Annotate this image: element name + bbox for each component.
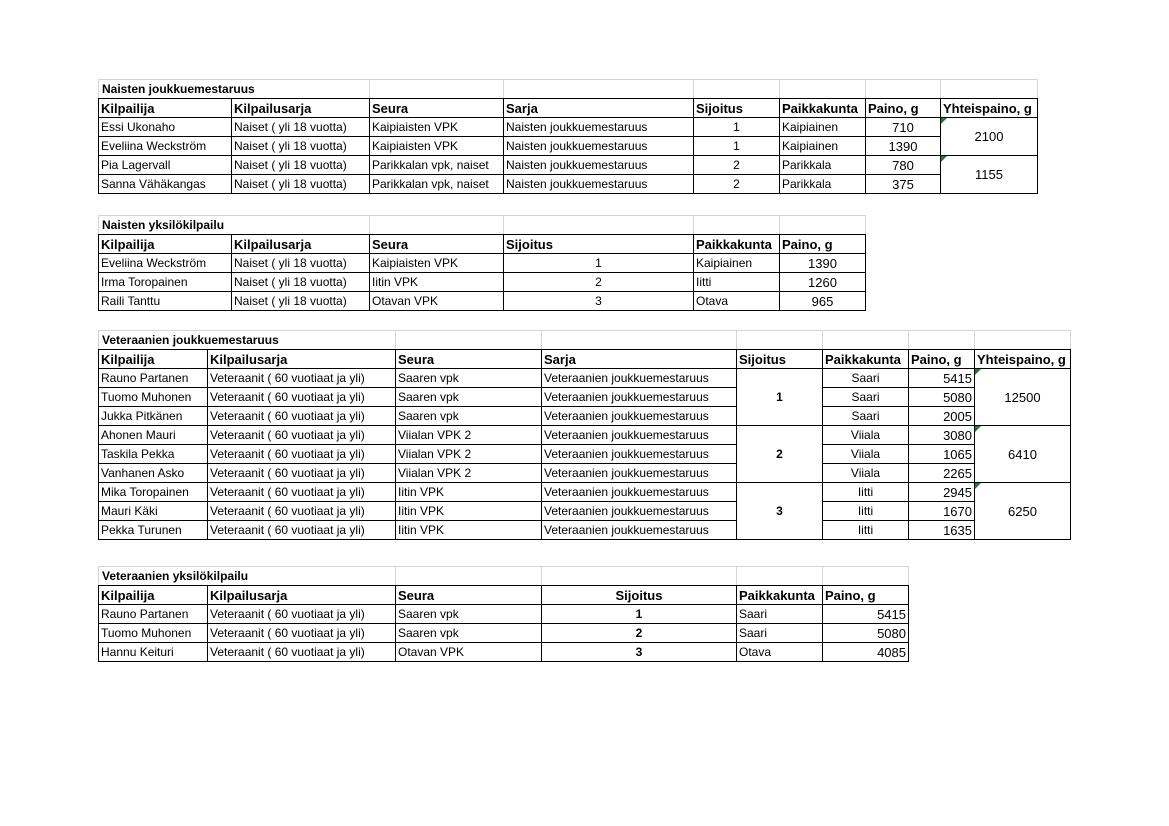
cell-seura: Kaipiaisten VPK [370, 137, 504, 156]
header-paino: Paino, g [823, 586, 909, 605]
cell-paikkakunta: Parikkala [780, 175, 866, 194]
cell-paino: 5415 [909, 369, 975, 388]
cell-kilpailija: Taskila Pekka [99, 445, 208, 464]
cell-kilpailusarja: Veteraanit ( 60 vuotiaat ja yli) [208, 369, 396, 388]
cell-paino: 3080 [909, 426, 975, 445]
header-paino: Paino, g [909, 350, 975, 369]
cell-kilpailija: Tuomo Muhonen [99, 624, 208, 643]
table-row [99, 156, 1038, 175]
cell-kilpailija: Hannu Keituri [99, 643, 208, 662]
cell-seura: Iitin VPK [396, 483, 542, 502]
cell-kilpailija: Tuomo Muhonen [99, 388, 208, 407]
cell-kilpailija: Mika Toropainen [99, 483, 208, 502]
header-sarja: Sarja [542, 350, 737, 369]
cell-sijoitus: 1 [542, 605, 737, 624]
cell-yhteispaino: 6410 [975, 426, 1071, 483]
cell-sijoitus: 2 [694, 175, 780, 194]
header-seura: Seura [370, 99, 504, 118]
cell-sijoitus: 2 [694, 156, 780, 175]
table-title-row [99, 331, 1071, 350]
cell-kilpailusarja: Veteraanit ( 60 vuotiaat ja yli) [208, 464, 396, 483]
cell-sarja: Veteraanien joukkuemestaruus [542, 464, 737, 483]
cell-sarja: Veteraanien joukkuemestaruus [542, 521, 737, 540]
cell-sijoitus: 3 [737, 483, 823, 540]
cell-sijoitus: 1 [504, 254, 694, 273]
cell-sijoitus: 1 [694, 137, 780, 156]
cell-paikkakunta: Iitti [694, 273, 780, 292]
cell-paikkakunta: Viiala [823, 445, 909, 464]
table-row [99, 445, 1071, 464]
table-row [99, 175, 1038, 194]
cell-kilpailusarja: Veteraanit ( 60 vuotiaat ja yli) [208, 521, 396, 540]
cell-seura: Saaren vpk [396, 605, 542, 624]
cell-paikkakunta: Parikkala [780, 156, 866, 175]
cell-yhteispaino: 12500 [975, 369, 1071, 426]
header-kilpailusarja: Kilpailusarja [208, 350, 396, 369]
cell-paino: 1390 [866, 137, 941, 156]
cell-paino: 965 [780, 292, 866, 311]
veteraanien-yksilo-table [98, 566, 909, 662]
cell-kilpailija: Pia Lagervall [99, 156, 232, 175]
cell-sarja: Naisten joukkuemestaruus [504, 137, 694, 156]
cell-kilpailija: Essi Ukonaho [99, 118, 232, 137]
table-row [99, 254, 866, 273]
cell-paikkakunta: Kaipiainen [780, 137, 866, 156]
cell-paino: 2005 [909, 407, 975, 426]
cell-paino: 2945 [909, 483, 975, 502]
header-kilpailusarja: Kilpailusarja [232, 235, 370, 254]
table-row [99, 502, 1071, 521]
table-title: Naisten joukkuemestaruus [99, 80, 370, 99]
cell-sijoitus: 1 [694, 118, 780, 137]
cell-seura: Iitin VPK [370, 273, 504, 292]
cell-sijoitus: 3 [542, 643, 737, 662]
header-row [99, 350, 1071, 369]
header-row [99, 586, 909, 605]
cell-paikkakunta: Otava [737, 643, 823, 662]
cell-seura: Viialan VPK 2 [396, 445, 542, 464]
cell-sarja: Veteraanien joukkuemestaruus [542, 483, 737, 502]
header-yhteispaino: Yhteispaino, g [975, 350, 1071, 369]
cell-kilpailija: Jukka Pitkänen [99, 407, 208, 426]
header-sijoitus: Sijoitus [694, 99, 780, 118]
cell-paikkakunta: Saari [737, 605, 823, 624]
cell-yhteispaino: 1155 [941, 156, 1038, 194]
cell-paikkakunta: Saari [823, 388, 909, 407]
header-kilpailusarja: Kilpailusarja [232, 99, 370, 118]
cell-kilpailija: Eveliina Weckström [99, 137, 232, 156]
header-kilpailija: Kilpailija [99, 586, 208, 605]
cell-kilpailusarja: Veteraanit ( 60 vuotiaat ja yli) [208, 426, 396, 445]
cell-sarja: Naisten joukkuemestaruus [504, 175, 694, 194]
cell-seura: Saaren vpk [396, 388, 542, 407]
cell-kilpailija: Sanna Vähäkangas [99, 175, 232, 194]
cell-seura: Iitin VPK [396, 502, 542, 521]
cell-kilpailusarja: Veteraanit ( 60 vuotiaat ja yli) [208, 502, 396, 521]
cell-seura: Iitin VPK [396, 521, 542, 540]
header-paino: Paino, g [866, 99, 941, 118]
cell-seura: Kaipiaisten VPK [370, 118, 504, 137]
cell-paino: 1260 [780, 273, 866, 292]
cell-kilpailija: Mauri Käki [99, 502, 208, 521]
table-row [99, 388, 1071, 407]
cell-kilpailusarja: Naiset ( yli 18 vuotta) [232, 175, 370, 194]
table-row [99, 605, 909, 624]
cell-paino: 1390 [780, 254, 866, 273]
cell-sarja: Naisten joukkuemestaruus [504, 156, 694, 175]
cell-seura: Parikkalan vpk, naiset [370, 175, 504, 194]
cell-seura: Otavan VPK [370, 292, 504, 311]
cell-paikkakunta: Iitti [823, 502, 909, 521]
cell-paikkakunta: Kaipiainen [780, 118, 866, 137]
table-row [99, 118, 1038, 137]
table-title-row [99, 216, 866, 235]
header-seura: Seura [396, 350, 542, 369]
table-row [99, 407, 1071, 426]
cell-seura: Otavan VPK [396, 643, 542, 662]
cell-paino: 5080 [909, 388, 975, 407]
cell-kilpailusarja: Naiset ( yli 18 vuotta) [232, 137, 370, 156]
cell-paino: 5415 [823, 605, 909, 624]
cell-yhteispaino: 2100 [941, 118, 1038, 156]
naisten-joukkue-table [98, 79, 1038, 194]
header-kilpailija: Kilpailija [99, 350, 208, 369]
cell-seura: Saaren vpk [396, 407, 542, 426]
header-seura: Seura [396, 586, 542, 605]
table-row [99, 483, 1071, 502]
cell-paino: 5080 [823, 624, 909, 643]
cell-kilpailusarja: Naiset ( yli 18 vuotta) [232, 273, 370, 292]
cell-sarja: Veteraanien joukkuemestaruus [542, 388, 737, 407]
cell-yhteispaino: 6250 [975, 483, 1071, 540]
cell-kilpailusarja: Veteraanit ( 60 vuotiaat ja yli) [208, 605, 396, 624]
cell-paino: 1670 [909, 502, 975, 521]
cell-paikkakunta: Kaipiainen [694, 254, 780, 273]
table-row [99, 273, 866, 292]
cell-sarja: Veteraanien joukkuemestaruus [542, 426, 737, 445]
cell-seura: Saaren vpk [396, 624, 542, 643]
cell-seura: Viialan VPK 2 [396, 464, 542, 483]
header-kilpailija: Kilpailija [99, 235, 232, 254]
cell-paino: 1065 [909, 445, 975, 464]
cell-kilpailusarja: Naiset ( yli 18 vuotta) [232, 254, 370, 273]
cell-kilpailusarja: Veteraanit ( 60 vuotiaat ja yli) [208, 407, 396, 426]
cell-paikkakunta: Saari [823, 407, 909, 426]
cell-seura: Parikkalan vpk, naiset [370, 156, 504, 175]
header-yhteispaino: Yhteispaino, g [941, 99, 1038, 118]
table-row [99, 624, 909, 643]
cell-sarja: Veteraanien joukkuemestaruus [542, 369, 737, 388]
cell-kilpailusarja: Veteraanit ( 60 vuotiaat ja yli) [208, 643, 396, 662]
cell-sijoitus: 2 [737, 426, 823, 483]
cell-seura: Viialan VPK 2 [396, 426, 542, 445]
header-paino: Paino, g [780, 235, 866, 254]
cell-paino: 2265 [909, 464, 975, 483]
header-seura: Seura [370, 235, 504, 254]
table-row [99, 369, 1071, 388]
table-title-row [99, 567, 909, 586]
veteraanien-joukkue-table [98, 330, 1071, 540]
header-kilpailija: Kilpailija [99, 99, 232, 118]
cell-paikkakunta: Viiala [823, 426, 909, 445]
cell-paino: 375 [866, 175, 941, 194]
cell-seura: Kaipiaisten VPK [370, 254, 504, 273]
header-paikkakunta: Paikkakunta [737, 586, 823, 605]
cell-kilpailusarja: Naiset ( yli 18 vuotta) [232, 156, 370, 175]
cell-paikkakunta: Otava [694, 292, 780, 311]
cell-kilpailija: Irma Toropainen [99, 273, 232, 292]
table-row [99, 137, 1038, 156]
cell-kilpailija: Raili Tanttu [99, 292, 232, 311]
header-paikkakunta: Paikkakunta [780, 99, 866, 118]
cell-sarja: Veteraanien joukkuemestaruus [542, 502, 737, 521]
cell-paino: 1635 [909, 521, 975, 540]
cell-kilpailija: Pekka Turunen [99, 521, 208, 540]
header-row [99, 99, 1038, 118]
cell-paino: 710 [866, 118, 941, 137]
cell-sijoitus: 3 [504, 292, 694, 311]
header-kilpailusarja: Kilpailusarja [208, 586, 396, 605]
cell-sarja: Veteraanien joukkuemestaruus [542, 445, 737, 464]
table-title: Veteraanien joukkuemestaruus [99, 331, 396, 350]
header-paikkakunta: Paikkakunta [694, 235, 780, 254]
cell-kilpailija: Rauno Partanen [99, 369, 208, 388]
header-paikkakunta: Paikkakunta [823, 350, 909, 369]
cell-sijoitus: 2 [504, 273, 694, 292]
header-sijoitus: Sijoitus [504, 235, 694, 254]
cell-paikkakunta: Saari [823, 369, 909, 388]
cell-kilpailija: Rauno Partanen [99, 605, 208, 624]
cell-paino: 4085 [823, 643, 909, 662]
header-sarja: Sarja [504, 99, 694, 118]
cell-sarja: Naisten joukkuemestaruus [504, 118, 694, 137]
cell-sarja: Veteraanien joukkuemestaruus [542, 407, 737, 426]
header-row [99, 235, 866, 254]
header-sijoitus: Sijoitus [542, 586, 737, 605]
table-title: Veteraanien yksilökilpailu [99, 567, 396, 586]
cell-kilpailusarja: Veteraanit ( 60 vuotiaat ja yli) [208, 445, 396, 464]
header-sijoitus: Sijoitus [737, 350, 823, 369]
table-row [99, 643, 909, 662]
cell-kilpailusarja: Veteraanit ( 60 vuotiaat ja yli) [208, 483, 396, 502]
cell-kilpailija: Vanhanen Asko [99, 464, 208, 483]
cell-sijoitus: 1 [737, 369, 823, 426]
table-row [99, 521, 1071, 540]
cell-paikkakunta: Iitti [823, 483, 909, 502]
table-row [99, 292, 866, 311]
cell-paikkakunta: Saari [737, 624, 823, 643]
table-title-row [99, 80, 1038, 99]
naisten-yksilo-table [98, 215, 866, 311]
cell-kilpailija: Ahonen Mauri [99, 426, 208, 445]
cell-kilpailusarja: Veteraanit ( 60 vuotiaat ja yli) [208, 624, 396, 643]
cell-kilpailusarja: Veteraanit ( 60 vuotiaat ja yli) [208, 388, 396, 407]
cell-kilpailija: Eveliina Weckström [99, 254, 232, 273]
table-row [99, 464, 1071, 483]
cell-paikkakunta: Iitti [823, 521, 909, 540]
table-row [99, 426, 1071, 445]
cell-kilpailusarja: Naiset ( yli 18 vuotta) [232, 118, 370, 137]
cell-seura: Saaren vpk [396, 369, 542, 388]
cell-paikkakunta: Viiala [823, 464, 909, 483]
cell-sijoitus: 2 [542, 624, 737, 643]
cell-paino: 780 [866, 156, 941, 175]
table-title: Naisten yksilökilpailu [99, 216, 370, 235]
cell-kilpailusarja: Naiset ( yli 18 vuotta) [232, 292, 370, 311]
